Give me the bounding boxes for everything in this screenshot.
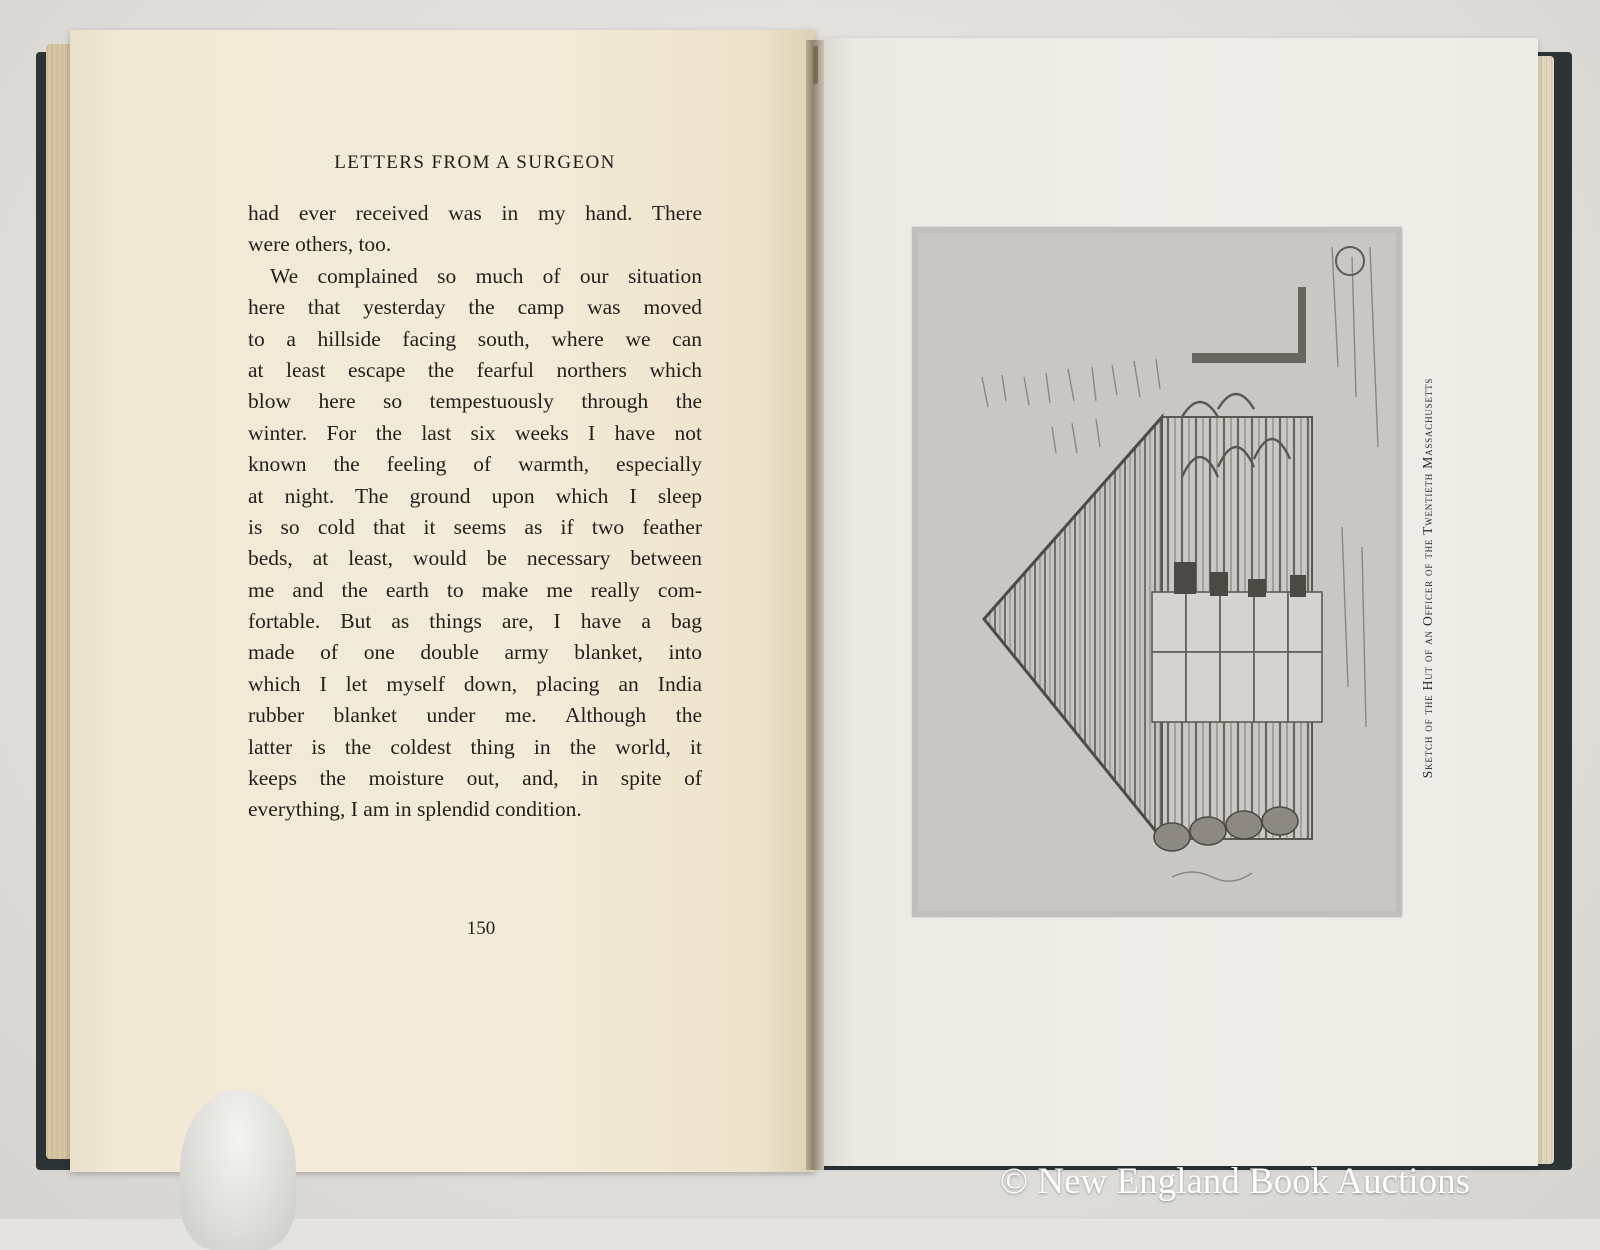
text-line: me and the earth to make me really com- xyxy=(248,577,702,602)
body-text xyxy=(248,198,702,826)
plate-caption-text: Sketch of the Hut of an Officer of the Twentieth Massachusetts xyxy=(1420,377,1435,779)
text-line: at least escape the fearful northers which xyxy=(248,357,702,382)
text-line: known the feeling of warmth, especially xyxy=(248,452,702,477)
text-line: fortable. But as things are, I have a bag xyxy=(248,609,702,634)
text-line: is so cold that it seems as if two feather xyxy=(248,514,702,539)
text-line: latter is the coldest thing in the world, it xyxy=(248,734,702,759)
text-line: to a hillside facing south, where we can xyxy=(248,326,702,351)
sketch-plate xyxy=(912,227,1402,917)
text-line: winter. For the last six weeks I have not xyxy=(248,420,702,445)
text-line: were others, too. xyxy=(248,232,392,257)
text-line: We complained so much of our situation xyxy=(270,263,702,288)
binding-thread xyxy=(813,46,818,84)
text-line: keeps the moisture out, and, in spite of xyxy=(248,766,702,791)
text-line: beds, at least, would be necessary between xyxy=(248,546,702,571)
copyright-watermark: © New England Book Auctions xyxy=(1000,1161,1471,1202)
text-line: here that yesterday the camp was moved xyxy=(248,295,702,320)
running-head: LETTERS FROM A SURGEON xyxy=(334,152,616,173)
text-line: blow here so tempestuously through the xyxy=(248,389,702,414)
book-gutter xyxy=(806,40,824,1170)
text-line: everything, I am in splendid condition. xyxy=(248,797,582,822)
text-line: at night. The ground upon which I sleep xyxy=(248,483,702,508)
hut-sketch-image xyxy=(912,227,1402,917)
plate-caption xyxy=(1418,318,1438,838)
text-line: made of one double army blanket, into xyxy=(248,640,702,665)
text-line: had ever received was in my hand. There xyxy=(248,201,702,225)
text-line: rubber blanket under me. Although the xyxy=(248,703,702,728)
page-number: 150 xyxy=(466,918,496,939)
text-line: which I let myself down, placing an India xyxy=(248,671,702,696)
gloved-thumb xyxy=(180,1090,296,1250)
